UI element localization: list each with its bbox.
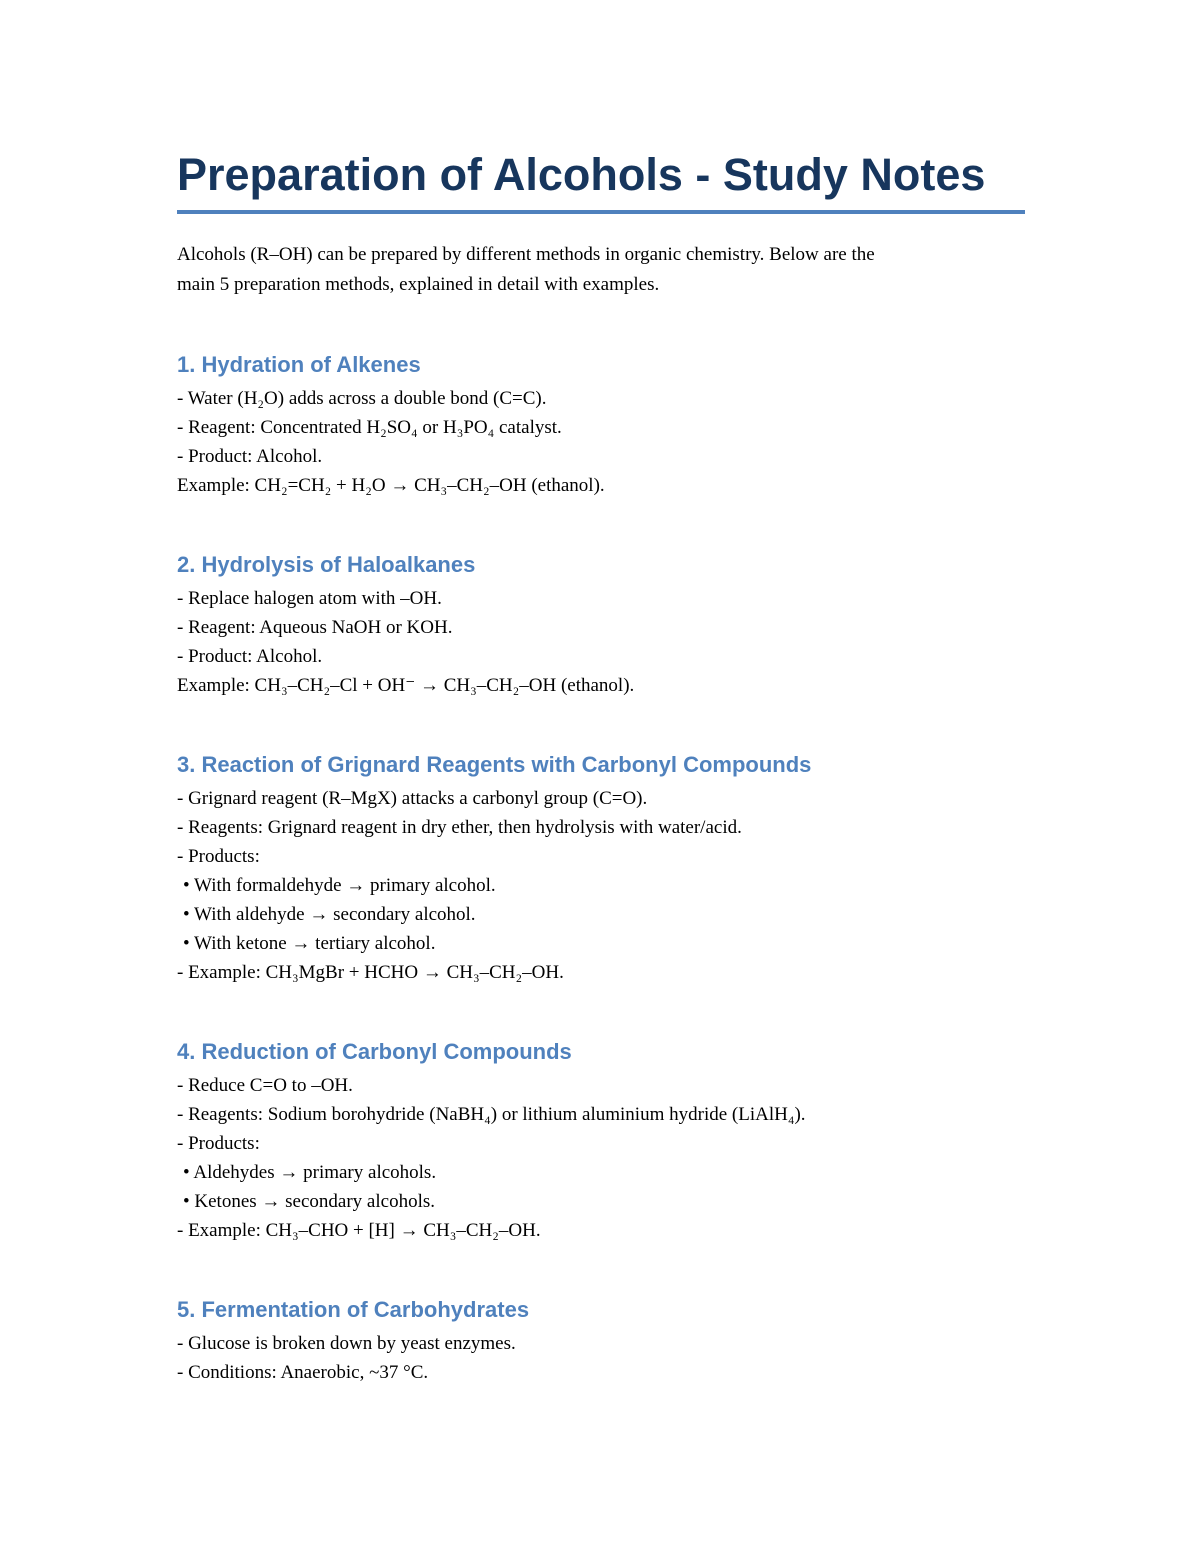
- bullet-line: • With formaldehyde → primary alcohol.: [183, 875, 496, 896]
- intro-line: Alcohols (R–OH) can be prepared by different methods in organic chemistry. Below are the: [177, 244, 875, 265]
- intro-line: main 5 preparation methods, explained in detail with examples.: [177, 274, 660, 295]
- bullet-line: • Aldehydes → primary alcohols.: [183, 1162, 437, 1183]
- section-line: - Reagents: Grignard reagent in dry ether, then hydrolysis with water/acid.: [177, 817, 742, 838]
- bullet-line: • With ketone → tertiary alcohol.: [183, 933, 436, 954]
- example-line: - Example: CH₃MgBr + HCHO → CH₃–CH₂–OH.: [177, 962, 564, 983]
- section-heading: 3. Reaction of Grignard Reagents with Carbonyl Compounds: [177, 752, 812, 777]
- section-line: - Reduce C=O to –OH.: [177, 1075, 353, 1096]
- example-line: Example: CH₂=CH₂ + H₂O → CH₃–CH₂–OH (ethanol).: [177, 475, 605, 496]
- section-line: - Conditions: Anaerobic, ~37 °C.: [177, 1362, 429, 1383]
- section-line: - Reagent: Aqueous NaOH or KOH.: [177, 617, 453, 638]
- example-line: Example: CH₃–CH₂–Cl + OH⁻ → CH₃–CH₂–OH (ethanol).: [177, 675, 635, 696]
- bullet-line: • Ketones → secondary alcohols.: [183, 1191, 436, 1212]
- section-line: - Reagents: Sodium borohydride (NaBH₄) or lithium aluminium hydride (LiAlH₄).: [177, 1104, 806, 1125]
- intro-paragraph: [177, 240, 1025, 300]
- example-line: - Example: CH₃–CHO + [H] → CH₃–CH₂–OH.: [177, 1220, 541, 1241]
- section-reduction-of-carbonyl: [177, 1037, 1025, 1245]
- section-line: - Product: Alcohol.: [177, 646, 323, 667]
- section-hydrolysis-of-haloalkanes: [177, 550, 1025, 700]
- section-line: - Grignard reagent (R–MgX) attacks a carbonyl group (C=O).: [177, 788, 648, 809]
- section-line: - Water (H₂O) adds across a double bond (C=C).: [177, 388, 547, 409]
- section-heading: 1. Hydration of Alkenes: [177, 352, 421, 377]
- section-line: - Product: Alcohol.: [177, 446, 323, 467]
- document-page: [177, 146, 1025, 1387]
- section-hydration-of-alkenes: [177, 350, 1025, 500]
- section-line: - Glucose is broken down by yeast enzymes.: [177, 1333, 516, 1354]
- section-line: - Products:: [177, 846, 260, 867]
- section-line: - Reagent: Concentrated H₂SO₄ or H₃PO₄ catalyst.: [177, 417, 562, 438]
- bullet-line: • With aldehyde → secondary alcohol.: [183, 904, 476, 925]
- section-grignard-reagents: [177, 750, 1025, 987]
- page-title: Preparation of Alcohols - Study Notes: [177, 149, 986, 200]
- title-underline: [177, 210, 1025, 214]
- section-heading: 4. Reduction of Carbonyl Compounds: [177, 1039, 572, 1064]
- section-line: - Products:: [177, 1133, 260, 1154]
- section-heading: 2. Hydrolysis of Haloalkanes: [177, 552, 476, 577]
- section-heading: 5. Fermentation of Carbohydrates: [177, 1297, 530, 1322]
- section-fermentation: [177, 1295, 1025, 1387]
- section-line: - Replace halogen atom with –OH.: [177, 588, 442, 609]
